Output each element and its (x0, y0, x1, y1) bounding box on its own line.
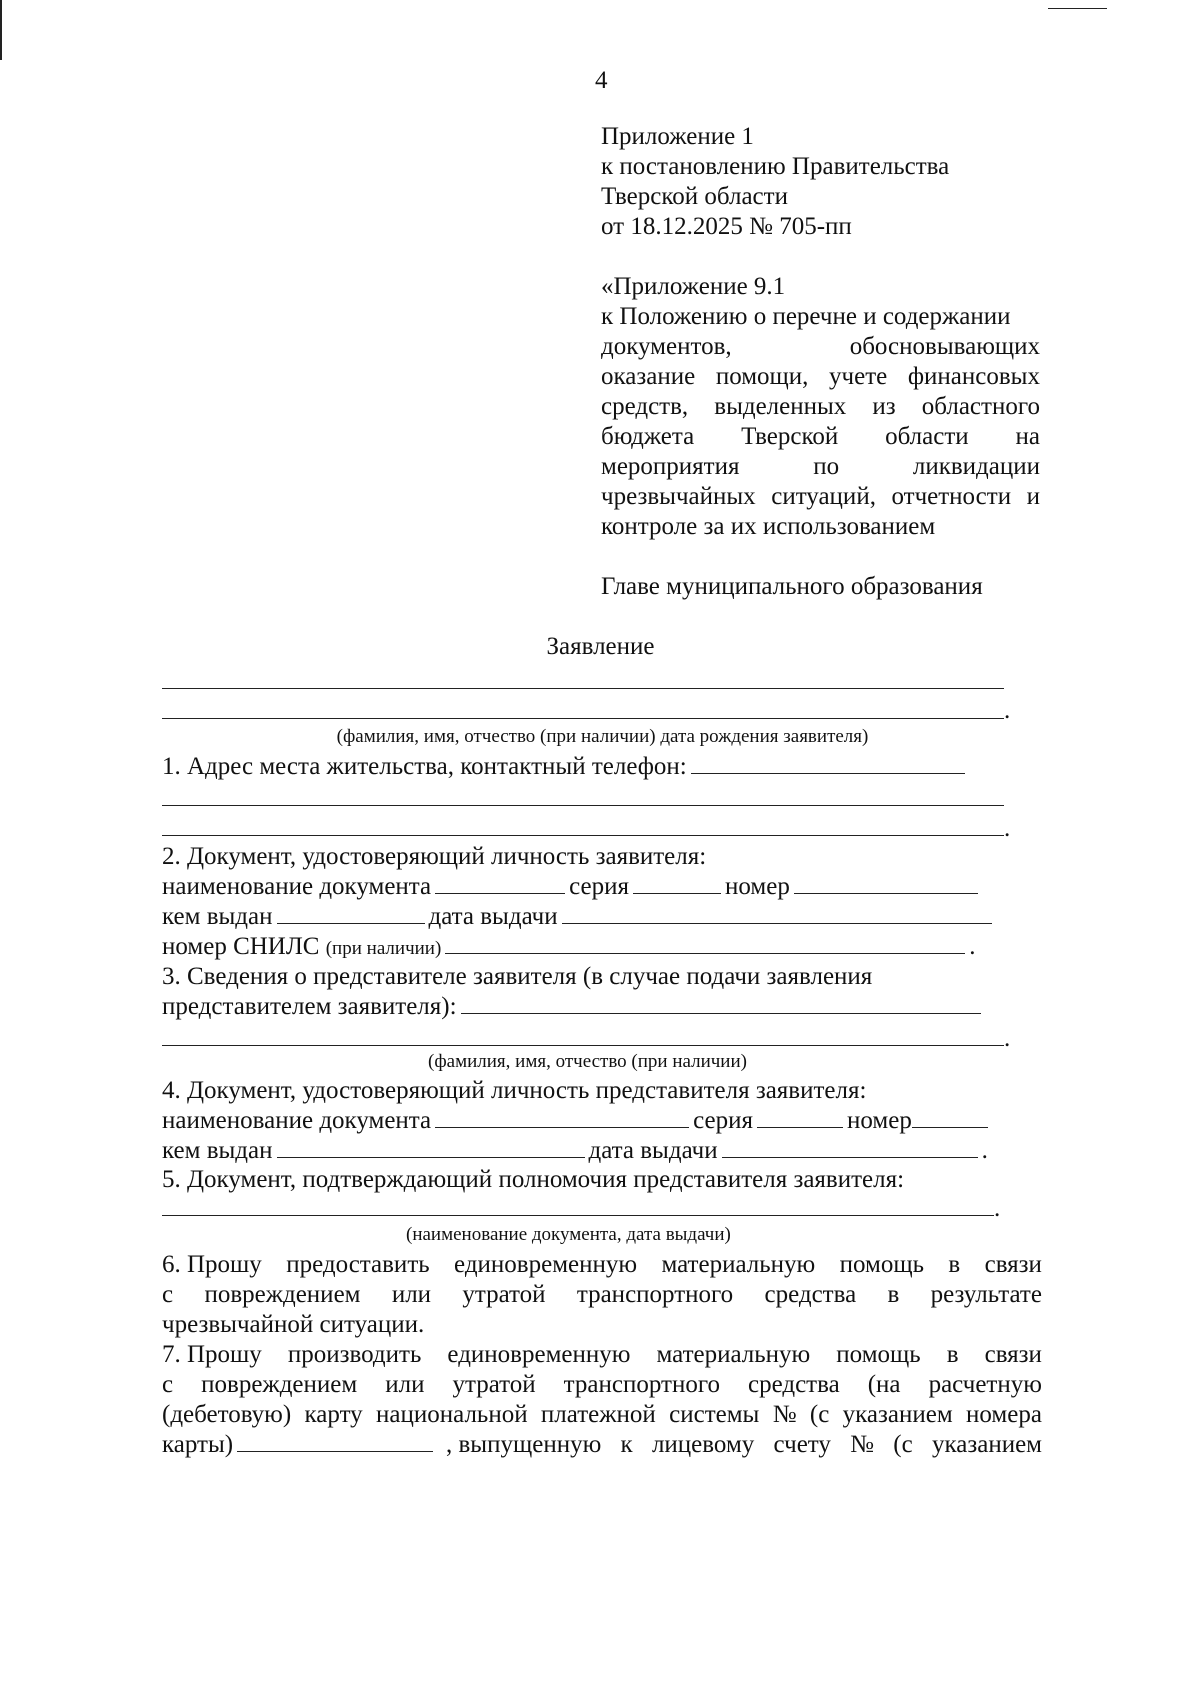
snils-label: номер СНИЛС (162, 933, 320, 960)
word: транспортного (576, 1281, 734, 1308)
word: чрезвычайных (601, 483, 756, 510)
item-2-doc-row (162, 872, 982, 902)
item-3-label: представителем заявителя): (162, 993, 457, 1020)
word: средства (764, 1281, 857, 1308)
rep-series-input[interactable] (757, 1107, 843, 1128)
applicant-name-period: . (1004, 697, 1011, 724)
word: указанием (842, 1401, 953, 1428)
word: лицевому (651, 1431, 755, 1458)
word: учете (829, 363, 888, 390)
word: ситуаций, (771, 483, 876, 510)
representative-input[interactable] (461, 993, 981, 1014)
item-5-heading: 5. Документ, подтверждающий полномочия представителя заявителя: (162, 1166, 905, 1193)
word: в (887, 1281, 900, 1308)
word: ликвидации (912, 453, 1040, 480)
issued-by-label: кем выдан (162, 903, 273, 930)
attachment-line-1: Приложение 1 (601, 123, 754, 150)
document-title: Заявление (546, 633, 655, 660)
snils-period: . (969, 933, 976, 960)
word: (с (893, 1431, 913, 1458)
rep-issue-date-label: дата выдачи (588, 1137, 718, 1164)
word: карту (304, 1401, 363, 1428)
number-label: номер (725, 873, 790, 900)
word: помощь (839, 1251, 924, 1278)
word: обосновывающих (849, 333, 1040, 360)
item-4-issue-row (162, 1136, 988, 1166)
word: (дебетовую) (162, 1401, 292, 1428)
word: с (162, 1371, 174, 1398)
representative-line-2 (162, 1045, 1004, 1046)
word: из (872, 393, 896, 420)
word: помощи, (715, 363, 809, 390)
applicant-caption: (фамилия, имя, отчество (при наличии) дата рождения заявителя) (336, 726, 869, 747)
address-line-2 (162, 805, 1004, 806)
item-2-snils-row (162, 932, 976, 964)
word: единовременную (447, 1341, 631, 1368)
para-7-line-4-rest (446, 1430, 1042, 1460)
word: материальную (656, 1341, 811, 1368)
rep-issue-date-input[interactable] (722, 1137, 978, 1158)
page-number: 4 (595, 67, 608, 94)
word: расчетную (928, 1371, 1042, 1398)
word: счету (773, 1431, 831, 1458)
word: на (1015, 423, 1040, 450)
rep-number-label: номер (847, 1107, 912, 1134)
annex-line-4 (601, 362, 1040, 392)
item-2-issue-row (162, 902, 996, 932)
word: повреждением (201, 1371, 358, 1398)
attachment-line-2: к постановлению Правительства (601, 153, 950, 180)
rep-doc-name-label: наименование документа (162, 1107, 432, 1134)
word: производить (287, 1341, 422, 1368)
word: предоставить (286, 1251, 430, 1278)
word: с (162, 1281, 174, 1308)
item-2-heading: 2. Документ, удостоверяющий личность заявителя: (162, 843, 707, 870)
issue-date-input[interactable] (562, 903, 992, 924)
rep-issue-period: . (981, 1137, 988, 1164)
issue-date-label: дата выдачи (428, 903, 558, 930)
word: отчетности (891, 483, 1012, 510)
word: утратой (452, 1371, 536, 1398)
snils-note: (при наличии) (325, 938, 442, 959)
para-7-line-3 (162, 1400, 1042, 1430)
word: Тверской (741, 423, 839, 450)
document-caption: (наименование документа, дата выдачи) (406, 1224, 731, 1245)
word: , выпущенную (446, 1431, 602, 1458)
word: системы (669, 1401, 760, 1428)
word: национальной (376, 1401, 528, 1428)
word: документов, (601, 333, 732, 360)
scan-edge-top-right (1048, 8, 1107, 9)
word: транспортного (563, 1371, 720, 1398)
rep-issued-by-label: кем выдан (162, 1137, 273, 1164)
rep-doc-name-input[interactable] (435, 1107, 689, 1128)
attachment-line-4: от 18.12.2025 № 705-пп (601, 213, 852, 240)
item-1-label: 1. Адрес места жительства, контактный телефон: (162, 753, 687, 780)
word: средств, (601, 393, 689, 420)
representative-caption: (фамилия, имя, отчество (при наличии) (428, 1051, 747, 1072)
applicant-name-line-1 (162, 688, 1004, 689)
annex-line-1: «Приложение 9.1 (601, 273, 786, 300)
rep-issued-by-input[interactable] (277, 1137, 585, 1158)
para-7-line-4-start (162, 1430, 433, 1460)
word: в (948, 1251, 961, 1278)
word: или (385, 1371, 425, 1398)
authority-doc-line (162, 1215, 994, 1216)
word: и (1026, 483, 1040, 510)
item-4-doc-row (162, 1106, 992, 1136)
word: результате (930, 1281, 1042, 1308)
para-7-line-2 (162, 1370, 1042, 1400)
word: материальную (661, 1251, 816, 1278)
authority-doc-period: . (994, 1195, 1001, 1222)
word: помощь (836, 1341, 921, 1368)
item-4-heading: 4. Документ, удостоверяющий личность представителя заявителя: (162, 1077, 867, 1104)
addressee: Главе муниципального образования (601, 573, 983, 600)
word: единовременную (454, 1251, 638, 1278)
series-label: серия (569, 873, 630, 900)
para-6-line-3: чрезвычайной ситуации. (162, 1311, 425, 1338)
word: 7. Прошу (162, 1341, 262, 1368)
word: выделенных (714, 393, 847, 420)
annex-line-3 (601, 332, 1040, 362)
word: 6. Прошу (162, 1251, 262, 1278)
word: утратой (462, 1281, 546, 1308)
item-3-line-2 (162, 992, 985, 1022)
para-6-line-1 (162, 1250, 1042, 1280)
address-period: . (1004, 815, 1011, 842)
word: платежной (540, 1401, 656, 1428)
word: связи (984, 1251, 1042, 1278)
rep-number-input[interactable] (912, 1107, 988, 1128)
word: номера (966, 1401, 1042, 1428)
annex-line-9: контроле за их использованием (601, 513, 936, 540)
scan-edge-left (0, 0, 2, 60)
snils-input[interactable] (445, 933, 965, 954)
word: № (772, 1401, 797, 1428)
word: бюджета (601, 423, 695, 450)
rep-series-label: серия (693, 1107, 754, 1134)
applicant-name-line-2 (162, 718, 1004, 719)
word: указанием (931, 1431, 1042, 1458)
word: средства (748, 1371, 840, 1398)
issued-by-input[interactable] (277, 903, 425, 924)
word: оказание (601, 363, 696, 390)
attachment-line-3: Тверской области (601, 183, 788, 210)
word: в (946, 1341, 959, 1368)
word: № (850, 1431, 875, 1458)
annex-line-6 (601, 422, 1040, 452)
series-input[interactable] (633, 873, 721, 894)
doc-name-label: наименование документа (162, 873, 432, 900)
annex-line-8 (601, 482, 1040, 512)
word: (на (867, 1371, 901, 1398)
word: повреждением (204, 1281, 361, 1308)
doc-name-input[interactable] (435, 873, 565, 894)
representative-period: . (1004, 1025, 1011, 1052)
word: областного (921, 393, 1040, 420)
word: по (813, 453, 840, 480)
annex-line-7 (601, 452, 1040, 482)
word: финансовых (907, 363, 1040, 390)
word: связи (984, 1341, 1042, 1368)
para-6-line-2 (162, 1280, 1042, 1310)
word: или (391, 1281, 432, 1308)
card-label: карты) (162, 1431, 234, 1458)
annex-line-5 (601, 392, 1040, 422)
item-3-line-1: 3. Сведения о представителе заявителя (в случае подачи заявления (162, 963, 873, 990)
item-1-address (162, 752, 969, 782)
word: мероприятия (601, 453, 740, 480)
word: (с (809, 1401, 830, 1428)
number-input[interactable] (794, 873, 978, 894)
para-7-line-1 (162, 1340, 1042, 1370)
card-number-input[interactable] (237, 1431, 433, 1452)
address-line-3 (162, 835, 1004, 836)
annex-line-2: к Положению о перечне и содержании (601, 303, 1011, 330)
contact-input[interactable] (691, 753, 965, 774)
word: к (620, 1431, 633, 1458)
word: области (885, 423, 969, 450)
